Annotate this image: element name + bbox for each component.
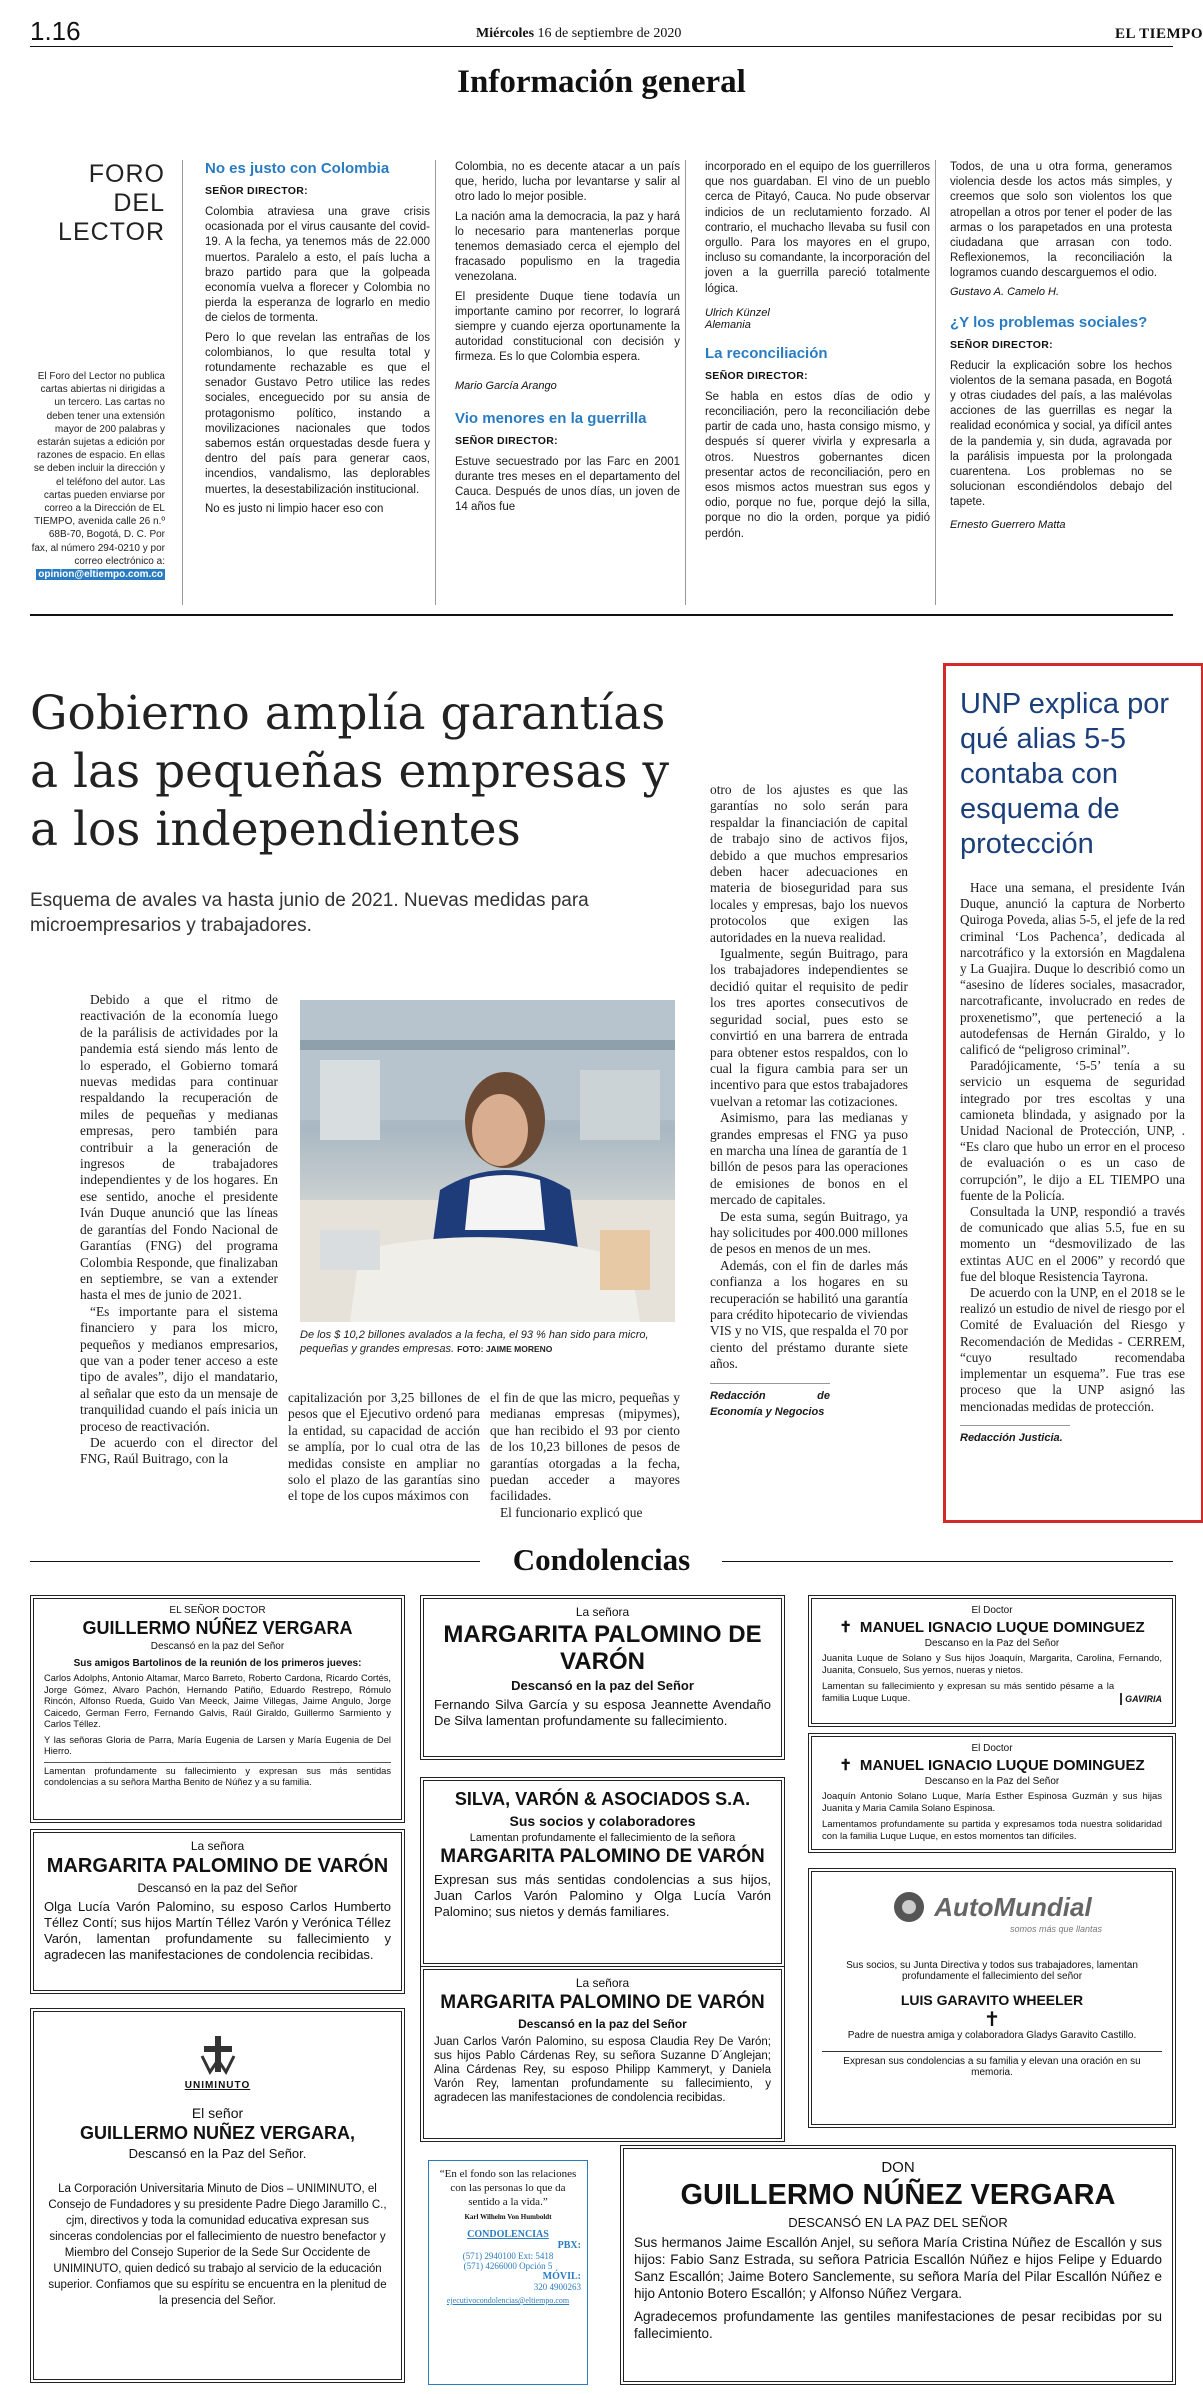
ad-mobile-label: MÓVIL: — [542, 2271, 581, 2282]
obit-body: La Corporación Universitaria Minuto de Dios – UNIMINUTO, el Consejo de Fundadores y su presidente Padre Diego Jaramillo C., cjm, directivos y toda la comunidad educativa expresan sus sinceras condolencias por el fallecimiento de nuestro benefactor y Miembro del Consejo Superior de la Sede Sur Occidente de UNIMINUTO, quien dedicó su trabajo al servicio de la educación superior. Confiamos que su espíritu se encuentra en la plenitud de la presencia del Señor. — [48, 2183, 387, 2307]
main-deck: Esquema de avales va hasta junio de 2021. Nuevas medidas para microempresarios y trabajadores. — [30, 890, 589, 936]
ad-phone-1[interactable]: (571) 2940100 Ext: 5418 — [462, 2251, 554, 2261]
section-title: Información general — [457, 64, 746, 100]
obit-name: LUIS GARAVITO WHEELER — [900, 1992, 1084, 2008]
obit-label: La señora — [575, 1605, 630, 1619]
automundial-brand: AutoMundial — [934, 1891, 1092, 1922]
automundial-tagline: somos más que llantas — [1009, 1924, 1102, 1934]
letter-paragraph: Colombia, no es decente atacar a un país que, herido, lucha por levantarse y salir al otro lado lo mejor posible. — [455, 161, 680, 204]
caption-text: De los $ 10,2 billones avalados a la fecha, el 93 % han sido para micro, pequeñas y grandes empresas. — [300, 1329, 649, 1355]
main-photo — [300, 1000, 675, 1322]
obit-name — [822, 1618, 1162, 1636]
unp-headline: UNP explica por qué alias 5-5 contaba con esquema de protección — [960, 688, 1170, 860]
obit-name — [822, 1756, 1162, 1774]
article-paragraph: Debido a que el ritmo de reactivación de la economía luego de la parálisis de actividades por la pandemia está siendo más lento de lo esperado, el Gobierno tomará nuevas medidas para continuar respaldando la recuperación de miles de pequeñas y medianas empresas, pero también para contribuir a la generación de ingresos de trabajadores independientes y de los hogares. En ese sentido, anoche el presidente Iván Duque anunció que las líneas de garantías del Fondo Nacional de Garantías (FNG) del programa Colombia Responde, que finalizaban en septiembre, se van a extender hasta el mes de junio de 2021. — [80, 992, 278, 1303]
article-paragraph: otro de los ajustes es que las garantías no solo serán para respaldar la financiación de capital de trabajo sino de activos fijos, debido a que muchos empresarios deben hacer adecuaciones en materia de bioseguridad para sus locales y empresas, bajo los nuevos protocolos que exigen las autoridades en la nueva realidad. — [710, 782, 908, 945]
article-paragraph: Asimismo, para las medianas y grandes empresas el FNG ya puso en marcha una línea de garantía de 1 billón de pesos para las operaciones de emisiones de bonos en el mercado de capitales. — [710, 1110, 908, 1208]
photo-illustration — [300, 1000, 675, 1322]
obit-body — [822, 1681, 1162, 1705]
letter-salutation: SEÑOR DIRECTOR: — [205, 185, 308, 197]
obit-name: GUILLERMO NÚÑEZ VERGARA — [680, 2179, 1116, 2211]
letter-title: La reconciliación — [705, 344, 828, 362]
obit-subtitle: Descansó en la paz del Señor — [511, 1678, 694, 1693]
article-paragraph: “Es importante para el sistema financiero y para los micro, pequeños y medianos empresarios, que van a poder tener acceso a este tipo de avales”, dijo el mandatario, al señalar que esto da un mensaje de tranquilidad cuando el país inicia un proceso de reactivación. — [80, 1303, 278, 1434]
cross-icon: ✝ — [839, 1619, 852, 1636]
obit-subtitle: Sus socios y colaboradores — [509, 1813, 696, 1829]
obituary-notice — [620, 2145, 1176, 2385]
gaviria-logo: GAVIRIA — [1120, 1693, 1162, 1705]
letter-salutation: SEÑOR DIRECTOR: — [455, 434, 558, 447]
obit-body: Joaquín Antonio Solano Luque, María Esther Espinosa Guzmán y sus hijas Juanita y Maria Camila Solano Espinosa. — [822, 1791, 1162, 1814]
photo-caption — [300, 1328, 675, 1356]
obituary-notice — [420, 1966, 785, 2142]
ad-email[interactable]: ejecutivocondolencias@eltiempo.com — [446, 2296, 570, 2305]
letter-salutation: SEÑOR DIRECTOR: — [705, 369, 808, 382]
obit-label: DON — [881, 2159, 915, 2176]
letter-paragraph: Colombia atraviesa una grave crisis ocasionada por el virus causante del covid-19. A la fecha, ya tenemos más de 22.000 muertos. Paralelo a esto, el país lucha a brazo partido para que la golpeada economía vuelva a florecer y Colombia no pierda la esperanza de lograrlo en medio de cielos de tormenta. — [205, 206, 430, 325]
letter-paragraph: Pero lo que revelan las entrañas de los colombianos, lo que resulta total y rotundamente rechazable es que el senador Gustavo Petro utilice las redes sociales, enceguecido por su ansia de protagonismo político, instando a movilizaciones nacionales que todos sabemos están orquestadas desde fuera y dentro del país para generar caos, incendios, vandalismo, las deplorables muertes, la desestabilización institucional. — [205, 331, 430, 496]
masthead-logo: EL TIEMPO — [1115, 26, 1203, 42]
ad-mobile[interactable]: 320 4900263 — [533, 2282, 581, 2292]
letter-signature: Ernesto Guerrero Matta — [950, 518, 1066, 531]
letter-paragraph: incorporado en el equipo de los guerrilleros que nos guardaban. El vino de un pueblo cerca de Pitayó, Cauca. No pude observar indicios de un reclutamiento forzado. Al contrario, el muchacho llevaba su fusil con orgullo. Para los mayores en el grupo, incluso su comandante, la incorporación del joven a la guerrilla pareció totalmente lógica. — [705, 161, 930, 295]
obituary-notice — [420, 1595, 785, 1760]
obit-name: GUILLERMO NÚÑEZ VERGARA — [82, 1618, 353, 1638]
obit-body: Expresan sus más sentidas condolencias a sus hijos, Juan Carlos Varón Palomino y Olga Lucía Varón Palomino; sus nietos y demás familiares. — [434, 1872, 771, 1919]
cross-icon: ✝ — [839, 1757, 852, 1774]
obit-name: MARGARITA PALOMINO DE VARÓN — [46, 1855, 389, 1877]
obituary-notice — [420, 1777, 785, 1967]
article-paragraph: Igualmente, según Buitrago, para los trabajadores independientes se decidió quitar el requisito de pedir los tres aportes consecutivos de seguridad social, pues esto se convirtió en una barrera de entrada para obtener estos respaldos, con lo cual la figura cambia para ser un incentivo para que estos trabajadores vuelvan a retomar las cotizaciones. — [710, 946, 908, 1109]
obit-group: Sus amigos Bartolinos de la reunión de los primeros jueves: — [73, 1658, 362, 1669]
obit-body: Fernando Silva García y su esposa Jeannette Avendaño De Silva lamentan profundamente su fallecimiento. — [434, 1697, 771, 1728]
article-paragraph: El funcionario explicó que — [500, 1504, 643, 1520]
obit-name-text: MANUEL IGNACIO LUQUE DOMINGUEZ — [859, 1619, 1145, 1636]
obit-subtitle: Descanso en la Paz del Señor — [924, 1776, 1060, 1787]
obit-label: La señora — [575, 1976, 630, 1990]
obituary-notice — [808, 1868, 1176, 2128]
page-date — [476, 26, 681, 42]
obit-label: El señor — [191, 2105, 244, 2121]
obit-name: GUILLERMO NUÑEZ VERGARA, — [79, 2123, 355, 2143]
obit-subtitle: DESCANSÓ EN LA PAZ DEL SEÑOR — [788, 2215, 1008, 2230]
tire-icon — [892, 1890, 926, 1924]
article-paragraph: capitalización por 3,25 billones de pesos que el Ejecutivo ordenó para la entidad, su capacidad de acción se amplía, por lo cual otra de las medidas consiste en ampliar no solo el plazo de las garantías sino el tope de los cupos máximos con — [288, 1390, 480, 1504]
obit-label: Sus socios, su Junta Directiva y todos sus trabajadores, lamentan profundamente el fallecimiento del señor — [846, 1960, 1138, 1982]
letter-signature: Ulrich Künzel — [705, 306, 770, 319]
letters-col-4 — [950, 160, 1172, 531]
photo-credit: FOTO: JAIME MORENO — [457, 1344, 553, 1354]
obit-body: Y las señoras Gloria de Parra, María Eugenia de Larsen y María Eugenia de Del Hierro. — [44, 1734, 391, 1756]
obit-label: Lamentan profundamente el fallecimiento de la señora — [469, 1832, 736, 1844]
obit-body: Lamentan profundamente su fallecimiento y expresan sus más sentidas condolencias a su señora Martha Benito de Núñez y a su familia. — [44, 1762, 391, 1789]
obit-subtitle: Descansó en la paz del Señor — [137, 1881, 298, 1895]
main-col-3 — [490, 1390, 680, 1521]
letter-signature: Mario García Arango — [455, 379, 557, 392]
letter-paragraph: Estuve secuestrado por las Farc en 2001 durante tres meses en el departamento del Cauca. Después de unos días, un joven de 14 años fue — [455, 455, 680, 514]
letter-signature-origin: Alemania — [705, 318, 751, 331]
condolencias-ad — [428, 2160, 588, 2385]
obituary-notice — [808, 1733, 1176, 1853]
obituary-notice — [30, 2008, 405, 2383]
article-paragraph: De acuerdo con la UNP, en el 2018 se le realizó un estudio de nivel de riesgo por el Comité de Evaluación del Riesgo y Recomendación de Medidas - CERREM, “cuyo resultado recomendaba implementar un esquema”. Fue tras ese proceso que la UNP asignó las mencionadas medidas de protección. — [960, 1285, 1185, 1414]
obit-label: El Doctor — [971, 1743, 1013, 1754]
letter-paragraph: La nación ama la democracia, la paz y hará lo necesario para mantenerlas porque tenemos demasiado cerca el ejemplo del fracasado populismo en la tragedia venezolana. — [455, 210, 680, 284]
letter-title: Vio menores en la guerrilla — [455, 409, 647, 427]
obit-body: Carlos Adolphs, Antonio Altamar, Marco Barreto, Roberto Cardona, Ricardo Cortés, Jorge Gómez, Alvaro Pachón, Hernando Patiño, Eduardo Restrepo, Rómulo Rincón, Alfonso Rueda, Guido Van Meeck, Jaime Villegas, Jaime Angulo, Jorge Caicedo, German Ferro, Fernando Galvis, Raúl Giraldo, Guillermo Sarmiento y Carlos Téllez. — [44, 1673, 391, 1729]
obit-label: El Doctor — [971, 1605, 1013, 1616]
foro-note-text: El Foro del Lector no publica cartas abiertas ni dirigidas a un tercero. Las cartas no deben tener una extensión mayor de 200 palabras y estarán sujetas a edición por razones de espacio. En ellas se deben incluir la dirección y el teléfono del autor. Las cartas pueden enviarse por correo a la Dirección de EL TIEMPO, avenida calle 26 n.º 68B-70, Bogotá, D. C. Por fax, al número 294-0210 y por correo electrónico a: — [31, 371, 165, 567]
obit-company: SILVA, VARÓN & ASOCIADOS S.A. — [454, 1789, 751, 1809]
date-rest: 16 de septiembre de 2020 — [537, 26, 682, 41]
letters-col-2 — [455, 160, 680, 519]
letter-paragraph: Reducir la explicación sobre los hechos violentos de la semana pasada, en Bogotá y otras ciudades del país, a las malévolas acciones de las guerrillas es negar la realidad económica y social, ya difícil antes de la pandemia y, sin duda, agravada por la parálisis impuesta por la prolongada cuarentena. Los problemas no se solucionan escondiéndolos debajo del tapete. — [950, 359, 1172, 509]
foro-title-line1: FORO DEL — [88, 160, 165, 217]
obit-body-text: Lamentan su fallecimiento y expresan su más sentido pésame a la familia Luque Luque. — [822, 1681, 1115, 1704]
cross-icon: ✝ — [983, 2009, 1001, 2031]
ad-title: CONDOLENCIAS — [467, 2229, 549, 2240]
uniminuto-brand: UNIMINUTO — [184, 2080, 251, 2091]
article-paragraph: De acuerdo con el director del FNG, Raúl Buitrago, con la — [80, 1434, 278, 1467]
main-col-2 — [288, 1390, 480, 1505]
article-paragraph: Hace una semana, el presidente Iván Duque, anunció la captura de Norberto Quiroga Poveda, alias 5-5, el jefe de la red criminal ‘Los Pachenca’, dedicada al narcotráfico y la extorsión en Magdalena y La Guajira. Duque lo describió como un “asesino de líderes sociales, masacrador, narcotraficante, involucrado en redes de proxenetismo”, que perteneció a la autodefensas de Hernán Giraldo, y lo calificó de “peligroso criminal”. — [960, 880, 1185, 1058]
letter-signature: Gustavo A. Camelo H. — [950, 285, 1060, 298]
letter-title: No es justo con Colombia — [205, 160, 390, 177]
ad-phone-2[interactable]: (571) 4266000 Opción 5 — [463, 2261, 553, 2271]
letter-salutation: SEÑOR DIRECTOR: — [950, 338, 1053, 351]
article-paragraph: Consultada la UNP, respondió a través de comunicado que alias 5.5, fue en su momento un “desmovilizado de las extintas AUC en el 2006” y recordó que fue del bloque Resistencia Tayrona. — [960, 1204, 1185, 1284]
date-day: Miércoles — [476, 26, 535, 41]
obituary-notice — [808, 1595, 1176, 1727]
obit-name: MARGARITA PALOMINO DE VARÓN — [443, 1621, 762, 1675]
article-byline: Redacción de Economía y Negocios — [710, 1383, 830, 1421]
letter-paragraph: No es justo ni limpio hacer eso con — [205, 502, 384, 515]
obit-body: Olga Lucía Varón Palomino, su esposo Carlos Humberto Téllez Contí; sus hijos Martín Téllez Varón y Verónica Téllez Varón, lamentan profundamente su fallecimiento y agradecen las manifestaciones de condolencia recibidas. — [44, 1899, 391, 1962]
article-byline: Redacción Justicia. — [960, 1425, 1070, 1446]
obit-body: Juan Carlos Varón Palomino, su esposa Claudia Rey De Varón; sus hijos Pablo Cárdenas Rey, su señora Suzanne D´Anglejan; Alina Cárdenas Rey, su esposo Philipp Kammeryt, y Daniela Varón Rey, lamentan profundamente su fallecimiento, y agradecen las manifestaciones de condolencia recibidas. — [434, 2036, 771, 2104]
main-headline: Gobierno amplía garantías a las pequeñas empresas y a los independientes — [30, 686, 669, 857]
obit-subtitle: Descanso en la Paz del Señor — [924, 1638, 1060, 1649]
foro-note — [30, 370, 165, 581]
obit-name: MARGARITA PALOMINO DE VARÓN — [440, 1992, 765, 2013]
obit-label: EL SEÑOR DOCTOR — [169, 1605, 266, 1616]
obit-body: Lamentamos profundamente su partida y expresamos toda nuestra solidaridad con la familia Luque Luque, en estos momentos tan difíciles. — [822, 1819, 1162, 1842]
main-col-4 — [710, 782, 908, 1420]
ad-author: Karl Wilhelm Von Humboldt — [464, 2213, 552, 2221]
foro-title — [30, 160, 165, 247]
unp-body — [960, 880, 1185, 1446]
obit-body: Juanita Luque de Solano y Sus hijos Joaquín, Margarita, Carolina, Fernando, Juanita, Consuelo, Sus yernos, nueras y nietos. — [822, 1653, 1162, 1676]
ad-quote: “En el fondo son las relaciones con las personas lo que da sentido a la vida.” — [439, 2168, 577, 2208]
obituary-notice — [30, 1595, 405, 1823]
letter-paragraph: Todos, de una u otra forma, generamos violencia desde los actos más simples, y creemos que solo son violentos los que atropellan a otros por tener el poder de las armas o los parapetados en una protesta ciudadana que arrasan con todo. Reflexionemos, la reconciliación la logramos cuando descarguemos el odio. — [950, 161, 1172, 280]
article-paragraph: el fin de que las micro, pequeñas y medianas empresas (mipymes), que han recibido el 93 por ciento de los 10,23 billones de pesos de garantías otorgadas a la fecha, puedan acceder a mayores facilidades. — [490, 1390, 680, 1504]
letter-paragraph: El presidente Duque tiene todavía un importante camino por recorrer, lo logrará siempre y cuando ejerza oportunamente la autoridad constitucional con decisión y firmeza. Es lo que Colombia espera. — [455, 290, 680, 364]
obit-name-text: MANUEL IGNACIO LUQUE DOMINGUEZ — [859, 1757, 1145, 1774]
uniminuto-logo — [198, 2032, 238, 2080]
ad-pbx-label: PBX: — [557, 2240, 581, 2251]
foro-email[interactable]: opinion@eltiempo.com.co — [38, 569, 163, 581]
article-paragraph: De esta suma, según Buitrago, ya hay solicitudes por 400.000 millones de pesos en menos de un mes. — [710, 1208, 908, 1257]
foro-title-line2: LECTOR — [58, 218, 165, 246]
page-number: 1.16 — [30, 16, 81, 46]
condolencias-title: Condolencias — [512, 1542, 691, 1577]
obit-subtitle: Padre de nuestra amiga y colaboradora Gladys Garavito Castillo. — [847, 2030, 1137, 2041]
letters-col-3 — [705, 160, 930, 546]
obit-subtitle: Descansó en la Paz del Señor. — [128, 2146, 307, 2161]
article-paragraph: Paradójicamente, ‘5-5’ tenía a su servicio un esquema de seguridad integrado por tres escoltas y una camioneta blindada, y asignado por la Unidad Nacional de Protección, UNP, . “Es claro que hubo un error en el proceso de evaluación o es un caso de corrupción”, le dijo a EL TIEMPO una fuente de la Policía. — [960, 1058, 1185, 1203]
obit-subtitle: Descansó en la paz del Señor — [150, 1641, 285, 1652]
obit-label: La señora — [190, 1839, 245, 1853]
obituary-notice — [30, 1829, 405, 1994]
obit-body: Expresan sus condolencias a su familia y elevan una oración en su memoria. — [822, 2051, 1162, 2078]
obit-body: Sus hermanos Jaime Escallón Anjel, su señora María Cristina Núñez de Escallón y sus hijos: Fabio Sanz Estrada, su señora Patricia Escallón Núñez e hijos Felipe y Eduardo Sanz Escallón; Jaime Botero Sanclemente, su señora María del Pilar Escallón Núñez e hijo Antonio Botero Escallón; y Alfonso Núñez Vergara. — [634, 2235, 1162, 2301]
obit-name: MARGARITA PALOMINO DE VARÓN — [440, 1846, 765, 1867]
letter-title: ¿Y los problemas sociales? — [950, 313, 1148, 331]
obit-body: Agradecemos profundamente las gentiles manifestaciones de pesar recibidas por su fallecimiento. — [634, 2309, 1162, 2341]
letter-paragraph: Se habla en estos días de odio y reconciliación, pero la reconciliación debe partir de cada uno, hasta consigo mismo, y después sí querer vivirla y expresarla a otros. Nuestros gobernantes dicen presentar actos de reconciliación, pero en esos mismos actos muestran sus egos y odio, porque no fue, porque dejó la silla, porque no dio la orden, porque ya pidió perdón. — [705, 390, 930, 540]
letters-col-1 — [205, 160, 430, 521]
obit-subtitle: Descansó en la paz del Señor — [518, 2017, 687, 2031]
article-paragraph: Además, con el fin de darles más confianza a los hogares en su recuperación se habilitó una garantía para crédito hipotecario de viviendas VIS y no VIS, que respalda el 70 por ciento del préstamo durante siete años. — [710, 1257, 908, 1372]
automundial-logo — [822, 1890, 1162, 1924]
main-col-1 — [80, 992, 278, 1468]
